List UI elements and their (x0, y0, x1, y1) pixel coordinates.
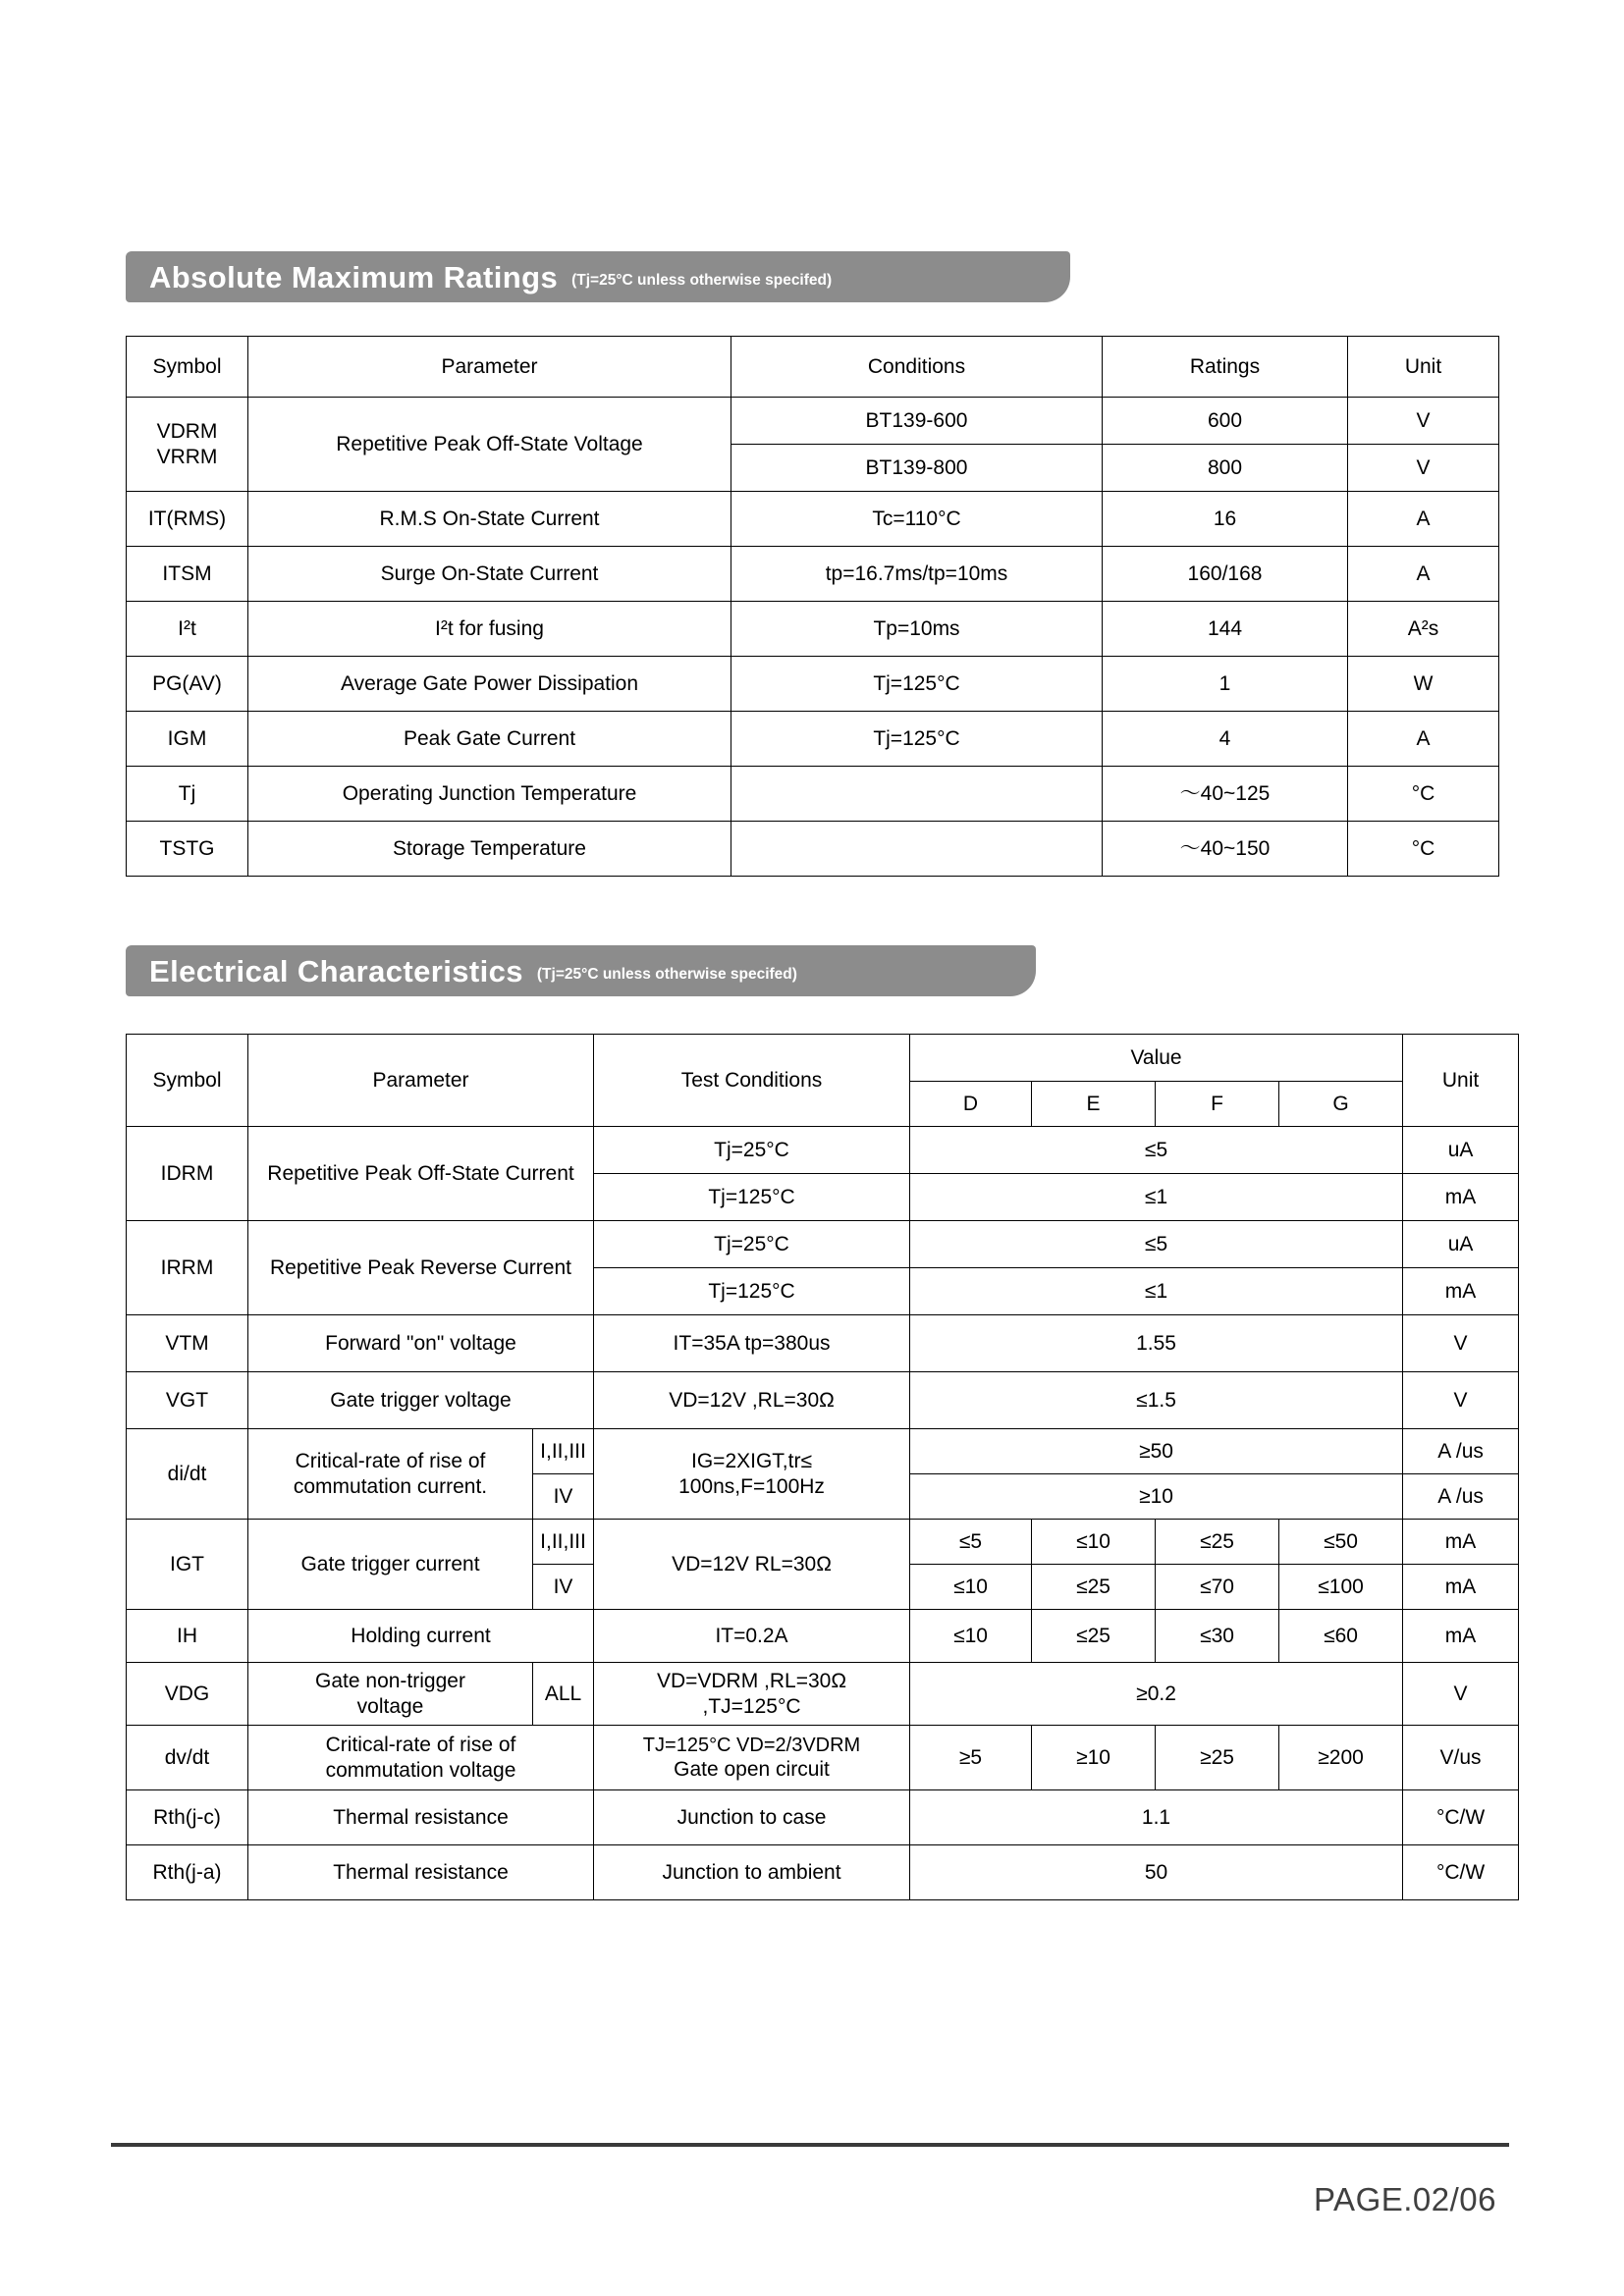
table-row (127, 657, 1499, 712)
table-row (127, 1520, 1519, 1565)
column-header-symbol: Symbol (127, 1035, 248, 1127)
cell-symbol: IT(RMS) (127, 492, 248, 547)
table-row (127, 1221, 1519, 1268)
cell-value-d: ≤10 (910, 1610, 1032, 1663)
cell-parameter: Repetitive Peak Off-State Voltage (248, 398, 731, 492)
cell-parameter: Gate trigger voltage (248, 1372, 594, 1429)
cell-test-conditions: Junction to case (594, 1790, 910, 1845)
electrical-characteristics-table (126, 1034, 1519, 1900)
cell-symbol: Tj (127, 767, 248, 822)
cell-unit: °C/W (1403, 1790, 1519, 1845)
cell-ratings: ～40~150 (1103, 822, 1348, 877)
column-header-conditions: Conditions (731, 337, 1103, 398)
table-row (127, 1610, 1519, 1663)
cell-test-conditions: VD=12V ,RL=30Ω (594, 1372, 910, 1429)
cell-test-conditions: Tj=25°C (594, 1127, 910, 1174)
cell-ratings: 800 (1103, 445, 1348, 492)
cell-test-conditions: Tj=125°C (594, 1268, 910, 1315)
table-row (127, 1315, 1519, 1372)
cell-value-f: ≤25 (1156, 1520, 1279, 1565)
column-header-value-e: E (1032, 1082, 1156, 1127)
cell-unit: mA (1403, 1565, 1519, 1610)
table-row (127, 547, 1499, 602)
cell-parameter: Average Gate Power Dissipation (248, 657, 731, 712)
cell-value-f: ≥25 (1156, 1726, 1279, 1790)
parameter-line-2: commutation current. (293, 1474, 488, 1498)
cell-unit: A²s (1348, 602, 1499, 657)
table-row (127, 492, 1499, 547)
cell-unit: mA (1403, 1268, 1519, 1315)
cell-value-f: ≤30 (1156, 1610, 1279, 1663)
cell-parameter: Repetitive Peak Reverse Current (248, 1221, 594, 1315)
cell-conditions: Tj=125°C (731, 657, 1103, 712)
column-header-value: Value (910, 1035, 1403, 1082)
cell-parameter: R.M.S On-State Current (248, 492, 731, 547)
cell-value-d: ≤10 (910, 1565, 1032, 1610)
cell-unit: W (1348, 657, 1499, 712)
cell-value-e: ≥10 (1032, 1726, 1156, 1790)
cell-conditions: Tp=10ms (731, 602, 1103, 657)
cell-value: ≥50 (910, 1429, 1403, 1474)
cell-value-g: ≤100 (1279, 1565, 1403, 1610)
conditions-line-2: ,TJ=125°C (702, 1694, 801, 1718)
cell-test-conditions (594, 1429, 910, 1520)
cell-conditions: BT139-800 (731, 445, 1103, 492)
symbol-line-1: VDRM (156, 419, 218, 443)
electrical-characteristics-banner (126, 945, 1036, 996)
cell-ratings: 600 (1103, 398, 1348, 445)
table-row (127, 398, 1499, 445)
parameter-line-1: Critical-rate of rise of (325, 1733, 516, 1756)
cell-value: ≥10 (910, 1474, 1403, 1520)
cell-value-e: ≤25 (1032, 1565, 1156, 1610)
cell-symbol: IRRM (127, 1221, 248, 1315)
cell-parameter (248, 1663, 533, 1726)
cell-test-conditions: Tj=125°C (594, 1174, 910, 1221)
parameter-line-2: voltage (356, 1694, 424, 1718)
cell-value: ≤5 (910, 1221, 1403, 1268)
cell-unit: V (1348, 445, 1499, 492)
conditions-line-1: IG=2XIGT,tr≤ (691, 1449, 812, 1472)
table-row (127, 1372, 1519, 1429)
cell-value: 1.55 (910, 1315, 1403, 1372)
cell-ratings: ～40~125 (1103, 767, 1348, 822)
symbol-line-2: VRRM (156, 445, 218, 468)
cell-value-g: ≤60 (1279, 1610, 1403, 1663)
parameter-line-1: Gate non-trigger (315, 1669, 465, 1692)
cell-unit: V (1403, 1372, 1519, 1429)
column-header-parameter: Parameter (248, 1035, 594, 1127)
cell-unit: A (1348, 492, 1499, 547)
table-row (127, 767, 1499, 822)
cell-unit: A /us (1403, 1429, 1519, 1474)
cell-conditions: Tc=110°C (731, 492, 1103, 547)
cell-unit: mA (1403, 1174, 1519, 1221)
column-header-ratings: Ratings (1103, 337, 1348, 398)
table-header-row-top (127, 1035, 1519, 1082)
cell-parameter: Storage Temperature (248, 822, 731, 877)
cell-value: ≤5 (910, 1127, 1403, 1174)
cell-test-conditions (594, 1726, 910, 1790)
column-header-unit: Unit (1403, 1035, 1519, 1127)
cell-value-d: ≥5 (910, 1726, 1032, 1790)
cell-symbol: VTM (127, 1315, 248, 1372)
cell-symbol: IDRM (127, 1127, 248, 1221)
cell-parameter (248, 1429, 533, 1520)
cell-unit: V (1403, 1663, 1519, 1726)
cell-unit: V (1348, 398, 1499, 445)
cell-ratings: 160/168 (1103, 547, 1348, 602)
cell-value-e: ≤10 (1032, 1520, 1156, 1565)
column-header-value-d: D (910, 1082, 1032, 1127)
table-header-row (127, 337, 1499, 398)
cell-ratings: 16 (1103, 492, 1348, 547)
cell-unit: A /us (1403, 1474, 1519, 1520)
cell-value-e: ≤25 (1032, 1610, 1156, 1663)
cell-symbol (127, 398, 248, 492)
cell-parameter: Holding current (248, 1610, 594, 1663)
cell-unit: °C/W (1403, 1845, 1519, 1900)
cell-unit: mA (1403, 1610, 1519, 1663)
cell-unit: mA (1403, 1520, 1519, 1565)
table-row (127, 712, 1499, 767)
cell-parameter (248, 1726, 594, 1790)
cell-conditions (731, 822, 1103, 877)
cell-conditions: Tj=125°C (731, 712, 1103, 767)
cell-symbol: di/dt (127, 1429, 248, 1520)
cell-symbol: IGT (127, 1520, 248, 1610)
conditions-line-2: 100ns,F=100Hz (678, 1474, 825, 1498)
cell-value-g: ≥200 (1279, 1726, 1403, 1790)
cell-symbol: Rth(j-a) (127, 1845, 248, 1900)
cell-parameter: Forward "on" voltage (248, 1315, 594, 1372)
electrical-characteristics-subtitle: (Tj=25°C unless otherwise specifed) (536, 966, 797, 984)
absolute-maximum-ratings-table (126, 336, 1499, 877)
cell-test-conditions: Junction to ambient (594, 1845, 910, 1900)
cell-quadrant: I,II,III (533, 1520, 594, 1565)
cell-unit: A (1348, 712, 1499, 767)
absolute-maximum-ratings-banner (126, 251, 1070, 302)
cell-test-conditions: VD=12V RL=30Ω (594, 1520, 910, 1610)
cell-symbol: PG(AV) (127, 657, 248, 712)
cell-ratings: 144 (1103, 602, 1348, 657)
cell-conditions (731, 767, 1103, 822)
table-row (127, 602, 1499, 657)
page-number: PAGE.02/06 (1314, 2181, 1497, 2217)
cell-parameter: Thermal resistance (248, 1845, 594, 1900)
cell-ratings: 1 (1103, 657, 1348, 712)
cell-value: ≤1.5 (910, 1372, 1403, 1429)
cell-value-f: ≤70 (1156, 1565, 1279, 1610)
cell-symbol: Rth(j-c) (127, 1790, 248, 1845)
cell-value: 1.1 (910, 1790, 1403, 1845)
table-row (127, 1845, 1519, 1900)
cell-unit: °C (1348, 767, 1499, 822)
conditions-line-2: Gate open circuit (674, 1757, 830, 1781)
parameter-line-1: Critical-rate of rise of (295, 1449, 486, 1472)
cell-symbol: VDG (127, 1663, 248, 1726)
cell-parameter: Repetitive Peak Off-State Current (248, 1127, 594, 1221)
cell-value-d: ≤5 (910, 1520, 1032, 1565)
cell-test-conditions: Tj=25°C (594, 1221, 910, 1268)
cell-ratings: 4 (1103, 712, 1348, 767)
table-row (127, 1663, 1519, 1726)
cell-symbol: IH (127, 1610, 248, 1663)
cell-symbol: VGT (127, 1372, 248, 1429)
cell-unit: uA (1403, 1127, 1519, 1174)
conditions-line-1: VD=VDRM ,RL=30Ω (656, 1669, 847, 1692)
parameter-line-2: commutation voltage (325, 1758, 516, 1782)
cell-symbol: I²t (127, 602, 248, 657)
column-header-value-f: F (1156, 1082, 1279, 1127)
absolute-maximum-ratings-title: Absolute Maximum Ratings (149, 259, 559, 294)
cell-value-g: ≤50 (1279, 1520, 1403, 1565)
column-header-parameter: Parameter (248, 337, 731, 398)
cell-unit: V (1403, 1315, 1519, 1372)
cell-parameter: Peak Gate Current (248, 712, 731, 767)
cell-conditions: tp=16.7ms/tp=10ms (731, 547, 1103, 602)
conditions-line-1: TJ=125°C VD=2/3VDRM (642, 1734, 861, 1756)
table-row (127, 1726, 1519, 1790)
table-row (127, 822, 1499, 877)
column-header-test-conditions: Test Conditions (594, 1035, 910, 1127)
cell-conditions: BT139-600 (731, 398, 1103, 445)
cell-parameter: Operating Junction Temperature (248, 767, 731, 822)
footer-divider (111, 2143, 1509, 2147)
cell-unit: A (1348, 547, 1499, 602)
cell-value: ≤1 (910, 1174, 1403, 1221)
cell-unit: uA (1403, 1221, 1519, 1268)
table-row (127, 1429, 1519, 1474)
cell-symbol: TSTG (127, 822, 248, 877)
cell-quadrant: IV (533, 1565, 594, 1610)
cell-quadrant: I,II,III (533, 1429, 594, 1474)
electrical-characteristics-title: Electrical Characteristics (149, 953, 523, 988)
table-row (127, 1127, 1519, 1174)
column-header-value-g: G (1279, 1082, 1403, 1127)
cell-value: ≥0.2 (910, 1663, 1403, 1726)
cell-symbol: dv/dt (127, 1726, 248, 1790)
table-row (127, 1790, 1519, 1845)
column-header-unit: Unit (1348, 337, 1499, 398)
cell-test-conditions: IT=0.2A (594, 1610, 910, 1663)
cell-value: ≤1 (910, 1268, 1403, 1315)
cell-test-conditions (594, 1663, 910, 1726)
cell-unit: °C (1348, 822, 1499, 877)
column-header-symbol: Symbol (127, 337, 248, 398)
cell-quadrant: IV (533, 1474, 594, 1520)
cell-parameter: Thermal resistance (248, 1790, 594, 1845)
cell-symbol: IGM (127, 712, 248, 767)
cell-parameter: I²t for fusing (248, 602, 731, 657)
cell-quadrant: ALL (533, 1663, 594, 1726)
cell-parameter: Gate trigger current (248, 1520, 533, 1610)
cell-symbol: ITSM (127, 547, 248, 602)
cell-unit: V/us (1403, 1726, 1519, 1790)
absolute-maximum-ratings-subtitle: (Tj=25°C unless otherwise specifed) (571, 272, 833, 290)
cell-value: 50 (910, 1845, 1403, 1900)
cell-test-conditions: IT=35A tp=380us (594, 1315, 910, 1372)
cell-parameter: Surge On-State Current (248, 547, 731, 602)
